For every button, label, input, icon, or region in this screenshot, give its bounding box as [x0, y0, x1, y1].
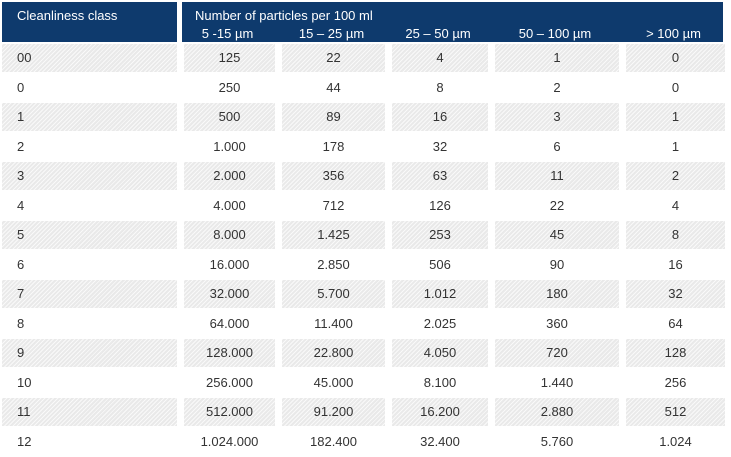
table-row: [2, 398, 731, 426]
cell-50-100um: 360: [546, 315, 568, 331]
cell-cleanliness-class: 2: [17, 138, 25, 154]
table-row: [2, 369, 731, 397]
cell-5-15um: 4.000: [213, 197, 246, 213]
cell-50-100um: 6: [553, 138, 561, 154]
cell-25-50um: 8.100: [423, 374, 457, 390]
cell-50-100um: 1.440: [540, 374, 574, 390]
cell-50-100um: 2.880: [495, 398, 619, 426]
cell-gt-100um: 0: [671, 79, 680, 95]
cell-5-15um: 500: [184, 103, 275, 131]
cell-gt-100um: 256: [664, 374, 687, 390]
cell-50-100um: 11: [495, 162, 619, 190]
cell-15-25um: 22.800: [282, 339, 385, 367]
cell-15-25um: 712: [322, 197, 345, 213]
header-particles-group: [182, 2, 723, 42]
cell-15-25um: 44: [326, 79, 341, 95]
header-col-gt-100um: > 100 µm: [646, 26, 701, 41]
cell-15-25um: 182.400: [310, 433, 357, 449]
cell-50-100um: 45: [495, 221, 619, 249]
table-row: [2, 221, 731, 249]
cell-cleanliness-class: 8: [17, 315, 25, 331]
header-group-title: Number of particles per 100 ml: [195, 8, 373, 23]
cell-5-15um: 64.000: [209, 315, 250, 331]
table-row: [2, 192, 731, 220]
cell-15-25um: 91.200: [282, 398, 385, 426]
cell-cleanliness-class: 11: [2, 398, 177, 426]
cell-50-100um: 180: [495, 280, 619, 308]
cell-25-50um: 32: [432, 138, 448, 154]
cell-gt-100um: 32: [626, 280, 725, 308]
cell-5-15um: 1.000: [213, 138, 246, 154]
cell-cleanliness-class: 6: [17, 256, 25, 272]
cell-50-100um: 5.760: [540, 433, 574, 449]
cell-5-15um: 8.000: [184, 221, 275, 249]
header-col-15-25um: 15 – 25 µm: [298, 26, 365, 41]
cell-50-100um: 22: [549, 197, 565, 213]
table-row: [2, 133, 731, 161]
cell-25-50um: 16: [392, 103, 488, 131]
cell-cleanliness-class: 5: [2, 221, 177, 249]
cell-gt-100um: 512: [626, 398, 725, 426]
cell-25-50um: 253: [392, 221, 488, 249]
cell-gt-100um: 1: [671, 138, 680, 154]
header-cleanliness-class: Cleanliness class: [2, 2, 177, 42]
cell-25-50um: 126: [429, 197, 451, 213]
cell-gt-100um: 4: [671, 197, 680, 213]
table-row: [2, 428, 731, 456]
cell-15-25um: 22: [282, 44, 385, 72]
cell-cleanliness-class: 7: [2, 280, 177, 308]
cell-gt-100um: 128: [626, 339, 725, 367]
header-col-50-100um: 50 – 100 µm: [518, 26, 592, 41]
cell-gt-100um: 8: [626, 221, 725, 249]
table-row: [2, 310, 731, 338]
header-col-25-50um: 25 – 50 µm: [405, 26, 471, 41]
cell-cleanliness-class: 00: [2, 44, 177, 72]
header-size-columns: [182, 26, 723, 41]
cell-25-50um: 32.400: [420, 433, 460, 449]
table-header: [2, 2, 731, 42]
cell-cleanliness-class: 10: [17, 374, 32, 390]
cell-50-100um: 2: [553, 79, 561, 95]
cell-gt-100um: 0: [626, 44, 725, 72]
cell-5-15um: 2.000: [184, 162, 275, 190]
table-row: [2, 74, 731, 102]
cell-gt-100um: 1.024: [659, 433, 692, 449]
cell-cleanliness-class: 3: [2, 162, 177, 190]
cell-15-25um: 45.000: [313, 374, 354, 390]
cell-15-25um: 89: [282, 103, 385, 131]
cell-5-15um: 128.000: [184, 339, 275, 367]
cell-cleanliness-class: 0: [17, 79, 25, 95]
cell-15-25um: 5.700: [282, 280, 385, 308]
cell-gt-100um: 64: [668, 315, 683, 331]
cell-15-25um: 11.400: [314, 315, 353, 331]
cell-5-15um: 1.024.000: [200, 433, 259, 449]
cell-cleanliness-class: 4: [17, 197, 25, 213]
cell-25-50um: 2.025: [423, 315, 457, 331]
cell-5-15um: 250: [218, 79, 241, 95]
header-col-5-15um: 5 -15 µm: [201, 26, 254, 41]
table-row: [2, 251, 731, 279]
cell-15-25um: 2.850: [317, 256, 350, 272]
cell-25-50um: 1.012: [392, 280, 488, 308]
cell-50-100um: 90: [549, 256, 565, 272]
cell-25-50um: 63: [392, 162, 488, 190]
cell-50-100um: 720: [495, 339, 619, 367]
cell-5-15um: 32.000: [184, 280, 275, 308]
table-body: [2, 44, 731, 455]
cell-15-25um: 356: [282, 162, 385, 190]
cell-50-100um: 1: [495, 44, 619, 72]
cell-15-25um: 178: [322, 138, 345, 154]
table-row: [2, 280, 731, 308]
cell-25-50um: 8: [436, 79, 444, 95]
cell-15-25um: 1.425: [282, 221, 385, 249]
table-row: [2, 162, 731, 190]
cell-cleanliness-class: 12: [17, 433, 32, 449]
table-row: [2, 103, 731, 131]
cell-5-15um: 256.000: [206, 374, 253, 390]
cell-gt-100um: 16: [668, 256, 683, 272]
cell-cleanliness-class: 9: [2, 339, 177, 367]
table-row: [2, 339, 731, 367]
cell-25-50um: 4.050: [392, 339, 488, 367]
cell-25-50um: 4: [392, 44, 488, 72]
cell-5-15um: 16.000: [209, 256, 250, 272]
cell-50-100um: 3: [495, 103, 619, 131]
cell-25-50um: 506: [429, 256, 451, 272]
cell-5-15um: 125: [184, 44, 275, 72]
cell-5-15um: 512.000: [184, 398, 275, 426]
cell-gt-100um: 2: [626, 162, 725, 190]
table-row: [2, 44, 731, 72]
cell-gt-100um: 1: [626, 103, 725, 131]
cell-cleanliness-class: 1: [2, 103, 177, 131]
cell-25-50um: 16.200: [392, 398, 488, 426]
